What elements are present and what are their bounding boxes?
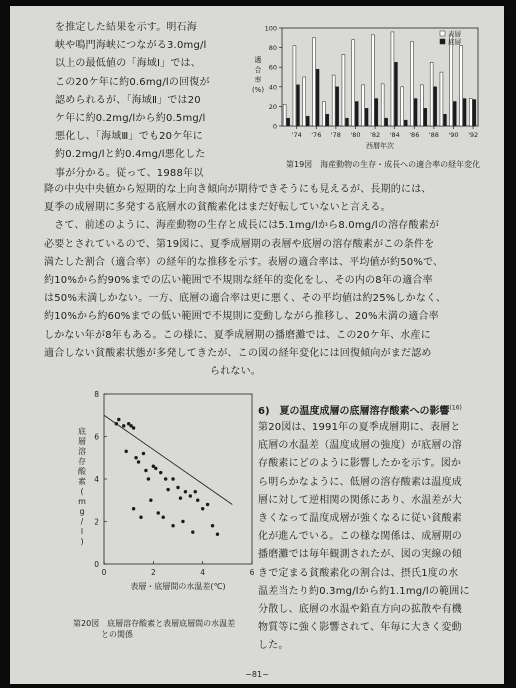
y-axis-title: 適 bbox=[254, 56, 262, 64]
top-text-line: 認められるが、「海域Ⅱ」では20 bbox=[55, 94, 201, 106]
y-tick-label: 0 bbox=[94, 560, 99, 569]
right-text-line: 温差当たり約0.3mg/lから約1.1mg/lの範囲に bbox=[258, 585, 470, 597]
data-point bbox=[189, 494, 192, 497]
y-tick-label: 4 bbox=[94, 475, 99, 484]
x-tick-label: '74 bbox=[291, 131, 302, 139]
bar-surface bbox=[313, 38, 316, 126]
data-point bbox=[194, 490, 197, 493]
data-point bbox=[115, 422, 118, 425]
y-tick-label: 2 bbox=[94, 517, 99, 527]
x-tick-label: '88 bbox=[428, 131, 439, 139]
x-axis-title: 表層・底層間の水温差(℃) bbox=[130, 582, 226, 591]
data-point bbox=[144, 469, 147, 472]
right-column-text bbox=[258, 419, 470, 655]
legend-swatch bbox=[440, 31, 445, 36]
bar-bottom bbox=[404, 120, 407, 126]
data-point bbox=[171, 524, 174, 527]
body-text-line: 必要とされているので、第19図に、夏季成層期の表層や底層の溶存酸素がこの条件を bbox=[44, 238, 435, 250]
data-point bbox=[154, 467, 157, 470]
bar-surface bbox=[293, 46, 296, 126]
bar-surface bbox=[283, 104, 286, 126]
x-tick-label: 4 bbox=[200, 568, 206, 577]
bar-bottom bbox=[444, 114, 447, 126]
data-point bbox=[132, 426, 135, 429]
bar-bottom bbox=[287, 118, 290, 126]
top-text-line: 悪化し、「海域Ⅲ」でも20ケ年に bbox=[55, 131, 203, 143]
page-number: −81− bbox=[245, 670, 269, 679]
y-axis-title: (%) bbox=[251, 86, 265, 94]
bar-surface bbox=[342, 54, 345, 126]
right-text-line: きで定まる貧酸素化の割合は、摂氏1度の水 bbox=[258, 567, 459, 579]
data-point bbox=[176, 486, 179, 489]
x-axis-title: 西暦年次 bbox=[366, 142, 394, 150]
y-tick-label: 60 bbox=[268, 63, 277, 72]
bar-bottom bbox=[355, 102, 358, 127]
bar-surface bbox=[450, 35, 453, 126]
data-point bbox=[157, 511, 160, 514]
bar-surface bbox=[381, 84, 384, 126]
bar-bottom bbox=[297, 85, 300, 126]
data-point bbox=[139, 516, 142, 519]
data-point bbox=[191, 530, 194, 533]
body-text bbox=[44, 181, 446, 363]
x-tick-label: '78 bbox=[330, 131, 341, 139]
data-point bbox=[159, 471, 162, 474]
right-text-line: きくなって温度成層が強くなるに従い貧酸素 bbox=[258, 512, 462, 524]
bar-bottom bbox=[463, 99, 466, 126]
top-text-line: 以上の最低値の「海域Ⅰ」では、 bbox=[55, 58, 201, 70]
data-point bbox=[134, 456, 137, 459]
top-text-line: 約0.2mg/lと約0.4mg/l悪化した bbox=[55, 149, 206, 161]
data-point bbox=[206, 503, 209, 506]
body-text-line: さて、前述のように、海産動物の生存と成長には5.1mg/lから8.0mg/lの溶存酸素が bbox=[44, 220, 440, 232]
top-text-line: ケ年に約0.2mg/lから約0.5mg/l bbox=[55, 112, 206, 124]
figure-20-caption-line1: 第20図 底層溶存酸素と表層底層間の水温差 bbox=[73, 619, 236, 628]
document-page bbox=[10, 6, 504, 684]
legend-label: 表層 bbox=[448, 30, 461, 38]
data-point bbox=[122, 424, 125, 427]
right-text-line: 化が進んでいる。この様な関係は、成層期の bbox=[258, 531, 462, 543]
x-tick-label: '82 bbox=[370, 131, 381, 139]
section-heading bbox=[258, 402, 462, 417]
x-tick-label: '76 bbox=[311, 131, 322, 139]
body-text-line: しかない年が8年もある。この様に、夏季成層期の播磨灘では、この20ケ年、水産に bbox=[44, 329, 431, 341]
bar-bottom bbox=[346, 118, 349, 126]
bar-bottom bbox=[326, 114, 329, 126]
y-axis-title: ( bbox=[80, 487, 84, 496]
x-tick-label: '92 bbox=[468, 131, 479, 139]
top-text-line: 峡や鳴門海峡につながる3.0mg/l bbox=[55, 40, 207, 52]
bar-surface bbox=[352, 40, 355, 126]
bar-bottom bbox=[414, 99, 417, 126]
y-axis-title: ) bbox=[80, 537, 84, 546]
bar-surface bbox=[420, 85, 423, 126]
y-axis-title: 合 bbox=[254, 66, 262, 74]
data-point bbox=[184, 490, 187, 493]
plot-frame bbox=[104, 394, 252, 564]
right-text-line: ら明らかなように、低層の溶存酸素は温度成 bbox=[258, 476, 462, 488]
bar-surface bbox=[303, 77, 306, 126]
y-axis-title: l bbox=[80, 527, 84, 536]
y-axis-title: m bbox=[78, 497, 86, 506]
data-point bbox=[149, 499, 152, 502]
y-axis-title: 素 bbox=[78, 477, 86, 486]
body-text-line: 降の中央中央値から短期的な上向き傾向が期待できそうにも見えるが、長期的には、 bbox=[44, 184, 432, 195]
body-text-line: は50%未満しかない。一方、底層の適合率は更に悪く、その平均値は約25%しかなく、 bbox=[44, 293, 447, 305]
legend-label: 底層 bbox=[448, 38, 461, 46]
x-tick-label: 6 bbox=[249, 568, 255, 577]
y-tick-label: 80 bbox=[268, 44, 277, 53]
bar-surface bbox=[401, 87, 404, 126]
y-axis-title: 酸 bbox=[78, 467, 86, 476]
top-text-line: この20ケ年に約0.6mg/lの回復が bbox=[55, 76, 210, 88]
x-tick-label: '90 bbox=[448, 131, 459, 139]
bar-bottom bbox=[316, 69, 319, 126]
right-text-line: 分散し、底層の水温や鉛直方向の拡散や有機 bbox=[258, 603, 462, 615]
bar-bottom bbox=[395, 62, 398, 126]
data-point bbox=[162, 516, 165, 519]
data-point bbox=[142, 452, 145, 455]
data-point bbox=[211, 524, 214, 527]
right-text-line: 第20図は、1991年の夏季成層期に、表層と bbox=[258, 422, 461, 433]
x-tick-label: 0 bbox=[101, 568, 107, 577]
body-text-line: 満たした割合（適合率）の経年的な推移を示す。表層の適合率は、平均値が約50%で、 bbox=[44, 256, 444, 268]
figure-20-caption-line2: との関係 bbox=[101, 630, 133, 639]
bar-surface bbox=[440, 72, 443, 126]
y-tick-label: 20 bbox=[268, 102, 277, 111]
y-tick-label: 0 bbox=[272, 122, 277, 131]
figure-19-bar-chart bbox=[246, 20, 484, 158]
bar-surface bbox=[391, 32, 394, 126]
body-text-line: 約10%から約90%までの広い範囲で不規則な経年的変化をし、その内の8年の適合率 bbox=[44, 274, 433, 286]
x-tick-label: 2 bbox=[150, 568, 156, 577]
right-text-line: 存酸素にどのように影響したかを示す。図か bbox=[258, 458, 462, 470]
bar-bottom bbox=[306, 116, 309, 126]
bar-bottom bbox=[424, 108, 427, 126]
x-tick-label: '80 bbox=[350, 131, 361, 139]
y-axis-title: 率 bbox=[254, 76, 262, 84]
y-axis-title: g bbox=[79, 507, 85, 516]
data-point bbox=[181, 520, 184, 523]
bar-bottom bbox=[434, 87, 437, 126]
bar-surface bbox=[460, 46, 463, 126]
bar-surface bbox=[362, 85, 365, 126]
bar-bottom bbox=[453, 102, 456, 127]
y-axis-title: 底 bbox=[78, 427, 86, 436]
bar-bottom bbox=[385, 118, 388, 126]
body-text-line: 約10%から約60%までの低い範囲で不規則に変動しながら推移し、20%未満の適合率 bbox=[44, 311, 439, 323]
section-heading-text: 6) 夏の温度成層の底層溶存酸素への影響 bbox=[258, 406, 450, 417]
y-axis-title: 層 bbox=[78, 437, 86, 446]
figure-20-scatter-plot bbox=[70, 386, 260, 618]
right-text-line: 播磨灘では毎年観測されたが、図の実線の傾 bbox=[258, 549, 462, 561]
right-text-line: 物質等に強く影響されて、年毎に大きく変動 bbox=[258, 622, 462, 634]
data-point bbox=[196, 499, 199, 502]
body-text-end: られない。 bbox=[210, 366, 261, 377]
data-point bbox=[147, 477, 150, 480]
section-heading-ref: (16) bbox=[449, 404, 462, 412]
data-point bbox=[125, 450, 128, 453]
y-tick-label: 6 bbox=[94, 432, 99, 442]
bar-bottom bbox=[375, 99, 378, 126]
bar-bottom bbox=[336, 87, 339, 126]
data-point bbox=[164, 477, 167, 480]
figure-19-caption: 第19図 海産動物の生存・成長への適合率の経年変化 bbox=[286, 160, 481, 169]
bar-surface bbox=[430, 62, 433, 126]
y-tick-label: 40 bbox=[268, 83, 277, 92]
legend-swatch bbox=[440, 39, 445, 44]
top-text-line: を推定した結果を示す。明石海 bbox=[55, 22, 197, 33]
bar-surface bbox=[371, 35, 374, 126]
data-point bbox=[117, 418, 120, 421]
y-tick-label: 100 bbox=[264, 24, 277, 33]
y-axis-title: / bbox=[80, 517, 84, 526]
body-text-line: 適合しない貧酸素状態が多発してきたが、この図の経年変化には回復傾向がまだ認め bbox=[44, 347, 432, 359]
x-tick-label: '84 bbox=[389, 131, 400, 139]
x-tick-label: '86 bbox=[409, 131, 420, 139]
body-text-line: 夏季の成層期に多発する底層水の貧酸素化はまだ好転していないと言える。 bbox=[44, 202, 391, 214]
data-point bbox=[179, 496, 182, 499]
top-text-line: 事が分かる。従って、1988年以 bbox=[55, 167, 204, 179]
right-text-line: 底層の水温差（温度成層の強度）が底層の溶 bbox=[258, 440, 462, 452]
data-point bbox=[137, 460, 140, 463]
bar-bottom bbox=[365, 108, 368, 126]
bar-bottom bbox=[473, 100, 476, 126]
right-text-line: した。 bbox=[258, 640, 289, 652]
data-point bbox=[171, 477, 174, 480]
bar-surface bbox=[322, 102, 325, 127]
bar-surface bbox=[469, 99, 472, 126]
y-tick-label: 8 bbox=[94, 390, 99, 399]
bar-surface bbox=[411, 42, 414, 126]
top-left-text bbox=[55, 19, 210, 183]
y-axis-title: 存 bbox=[78, 457, 86, 466]
right-text-line: 層に対して逆相関の関係にあり、水温差が大 bbox=[258, 494, 462, 506]
data-point bbox=[166, 488, 169, 491]
data-point bbox=[216, 533, 219, 536]
bar-surface bbox=[332, 75, 335, 126]
y-axis-title: 溶 bbox=[78, 447, 86, 456]
data-point bbox=[132, 507, 135, 510]
data-point bbox=[201, 507, 204, 510]
